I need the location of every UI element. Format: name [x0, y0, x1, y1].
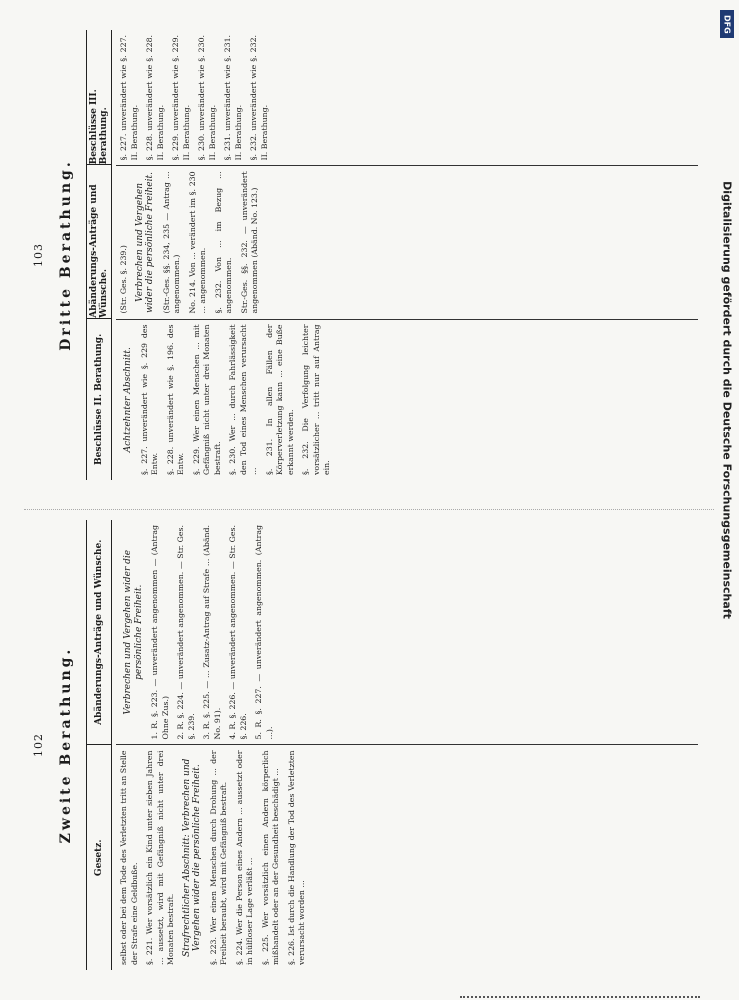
paragraph: §. 224. Wer die Person eines Andern ... aussetzt oder in hülfloser Lage verläßt ...: [234, 750, 254, 965]
scan-edge-marks: [460, 992, 700, 998]
text-columns: [116, 30, 698, 480]
running-head: Dritte Berathung.: [58, 159, 74, 351]
section-heading: Verbrechen und Vergehen wider die persönliche Freiheit.: [123, 549, 144, 715]
left-page: [24, 510, 714, 980]
page-gutter: [24, 489, 714, 510]
page-number: 103: [32, 243, 45, 267]
paragraph: Str.-Ges. §§. 232. — unverändert angenommen (Abänd. No. 123.): [239, 171, 259, 314]
paragraph: §. 228. unverändert wie §. 228. II. Berathung.: [145, 34, 165, 161]
section-heading: Strafrechtlicher Abschnitt: Verbrechen und Vergehen wider die persönliche Freiheit.: [181, 758, 202, 957]
paragraph: §. 232. Die Verfolgung leichter vorsätzlicher ... tritt nur auf Antrag ein.: [301, 324, 331, 475]
text-column: [116, 745, 698, 971]
paragraph: (Str. Ges. §. 239.): [119, 245, 128, 314]
column-header: Abänderungs-Anträge und Wünsche.: [87, 164, 111, 317]
column-header: Beschlüsse III. Berathung.: [89, 89, 109, 165]
paragraph: No. 214. Von ... verändert im §. 230 ... angenommen.: [187, 171, 207, 314]
paragraph: §. 225. Wer vorsätzlich einen Andern körperlich mißhandelt oder an der Gesundheit beschädigt ...: [260, 750, 280, 965]
paragraph: 3. R. §. 225. — ... Zusatz-Antrag auf Strafe ... (Abänd. No. 91).: [202, 525, 222, 740]
paragraph: 1. R. §. 223. — unverändert angenommen — (Antrag Ohne Zus.): [150, 525, 170, 740]
paragraph: §. 230. Wer ... durch Fahrlässigkeit den Tod eines Menschen verursacht ...: [228, 324, 258, 475]
paragraph: selbst oder bei dem Tode des Verletzten tritt an Stelle der Strafe eine Geldbuße.: [119, 750, 139, 965]
paragraph: §. 223. Wer einen Menschen durch Drohung ... der Freiheit beraubt, wird mit Gefängniß bestraft.: [208, 750, 228, 965]
dfg-logo: DFG: [720, 10, 734, 38]
column-header: Gesetz.: [87, 745, 111, 971]
paragraph: §. 229. Wer einen Menschen ... mit Gefängniß nicht unter drei Monaten bestraft.: [191, 324, 222, 475]
paragraph: §. 230. unverändert wie §. 230. II. Berathung.: [197, 34, 217, 161]
column-header-row: [86, 520, 112, 970]
paragraph: §. 221. Wer vorsätzlich ein Kind unter sieben Jahren ... aussetzt, wird mit Gefängniß nicht unter drei Monaten bestraft.: [145, 750, 175, 965]
right-page: [24, 20, 714, 490]
text-column: [116, 30, 698, 165]
funding-notice: Digitalisierung gefördert durch die Deutsche Forschungsgemeinschaft: [720, 181, 734, 619]
paragraph: §. 227. unverändert wie §. 227. II. Berathung.: [119, 34, 139, 161]
paragraph: §. 232. unverändert wie §. 232. II. Berathung.: [249, 34, 269, 161]
paragraph: §. 232. Von ... im Bezug ... angenommen.: [213, 171, 233, 314]
paragraph: 2. R. §. 224. — unverändert angenommen. — Str. Ges. §. 239.: [176, 525, 196, 740]
column-header: Abänderungs-Anträge und Wünsche.: [94, 539, 104, 725]
section-heading: Verbrechen und Vergehen wider die persönliche Freiheit.: [134, 172, 155, 313]
section-heading: Achtzehnter Abschnitt.: [123, 347, 133, 453]
paragraph: §. 226. Ist durch die Handlung der Tod des Verletzten verursacht worden ...: [286, 750, 306, 965]
paragraph: §. 231. In allen Fällen der Körperverletzung kann ... eine Buße erkannt werden.: [264, 324, 295, 475]
paragraph: §. 228. unverändert wie §. 196. des Entw.: [165, 324, 185, 475]
column-header: Beschlüsse II. Berathung.: [87, 318, 111, 480]
paragraph: (Str.-Ges. §§. 234, 235 — Antrag ... angenommen.): [161, 171, 181, 314]
digitization-label: [719, 10, 735, 790]
paragraph: 5. R. §. 227. — unverändert angenommen. (Antrag ...).: [254, 525, 274, 740]
text-columns: [116, 520, 698, 970]
page-number: 102: [32, 733, 45, 757]
text-column: [116, 319, 698, 480]
paragraph: §. 229. unverändert wie §. 229. II. Berathung.: [171, 34, 191, 161]
running-head: Zweite Berathung.: [58, 646, 74, 844]
paragraph: §. 231. unverändert wie §. 231. II. Berathung.: [223, 34, 243, 161]
paragraph: §. 227. unverändert wie §. 229 des Entw.: [139, 324, 159, 475]
text-column: [116, 165, 698, 318]
column-header-row: [86, 30, 112, 480]
paragraph: 4. R. §. 226. — unverändert angenommen. — Str. Ges. §. 226.: [228, 525, 248, 740]
rotated-spread: [24, 20, 714, 980]
text-column: [116, 520, 698, 745]
